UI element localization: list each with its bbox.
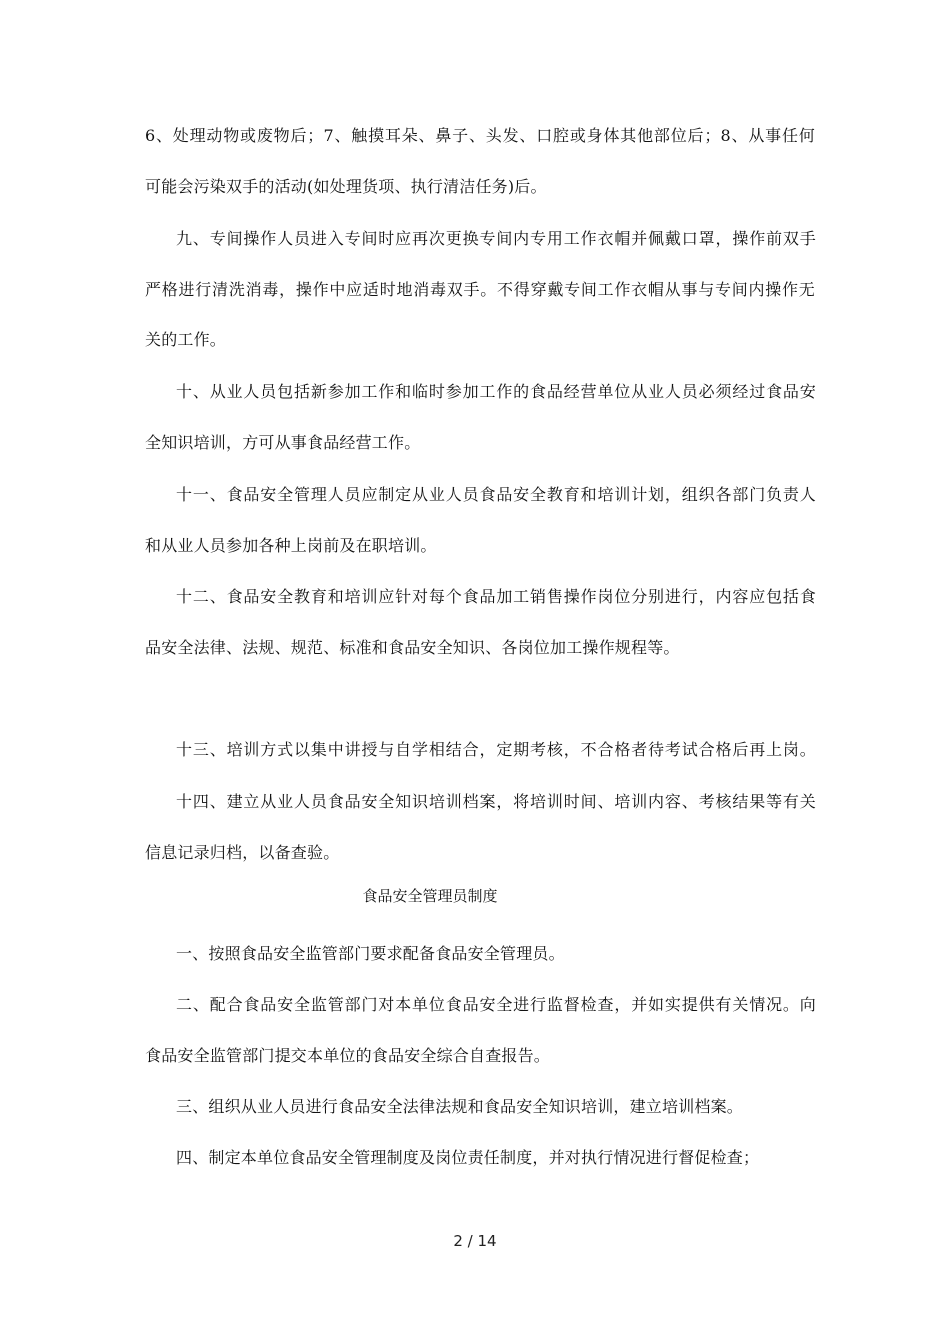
- paragraph-line: 十四、建立从业人员食品安全知识培训档案，将培训时间、培训内容、考核结果等有关: [176, 792, 816, 811]
- paragraph-line: 和从业人员参加各种上岗前及在职培训。: [145, 536, 437, 555]
- paragraph-line: 十二、食品安全教育和培训应针对每个食品加工销售操作岗位分别进行，内容应包括食: [176, 587, 816, 606]
- paragraph-line: 三、组织从业人员进行食品安全法律法规和食品安全知识培训，建立培训档案。: [176, 1097, 744, 1116]
- paragraph-line: 信息记录归档，以备查验。: [145, 843, 340, 862]
- paragraph-line: 食品安全监管部门提交本单位的食品安全综合自查报告。: [145, 1046, 551, 1065]
- paragraph-line: 可能会污染双手的活动(如处理货项、执行清洁任务)后。: [145, 177, 547, 196]
- section-heading: 食品安全管理员制度: [362, 887, 498, 905]
- paragraph-line: 一、按照食品安全监管部门要求配备食品安全管理员。: [176, 944, 565, 963]
- paragraph-line: 二、配合食品安全监管部门对本单位食品安全进行监督检查，并如实提供有关情况。向: [176, 995, 816, 1014]
- paragraph-line: 十、从业人员包括新参加工作和临时参加工作的食品经营单位从业人员必须经过食品安: [176, 382, 816, 401]
- paragraph-line: 6、处理动物或废物后；7、触摸耳朵、鼻子、头发、口腔或身体其他部位后；8、从事任何: [145, 126, 815, 145]
- paragraph-line: 十三、培训方式以集中讲授与自学相结合，定期考核，不合格者待考试合格后再上岗。: [176, 740, 816, 759]
- paragraph-line: 严格进行清洗消毒，操作中应适时地消毒双手。不得穿戴专间工作衣帽从事与专间内操作无: [145, 280, 815, 299]
- paragraph-line: 关的工作。: [145, 330, 227, 349]
- page-number: 2 / 14: [453, 1232, 497, 1250]
- paragraph-line: 十一、食品安全管理人员应制定从业人员食品安全教育和培训计划，组织各部门负责人: [176, 485, 816, 504]
- paragraph-line: 全知识培训，方可从事食品经营工作。: [145, 433, 421, 452]
- paragraph-line: 品安全法律、法规、规范、标准和食品安全知识、各岗位加工操作规程等。: [145, 638, 680, 657]
- paragraph-line: 四、制定本单位食品安全管理制度及岗位责任制度，并对执行情况进行督促检查；: [176, 1148, 760, 1167]
- paragraph-line: 九、专间操作人员进入专间时应再次更换专间内专用工作衣帽并佩戴口罩，操作前双手: [176, 229, 816, 248]
